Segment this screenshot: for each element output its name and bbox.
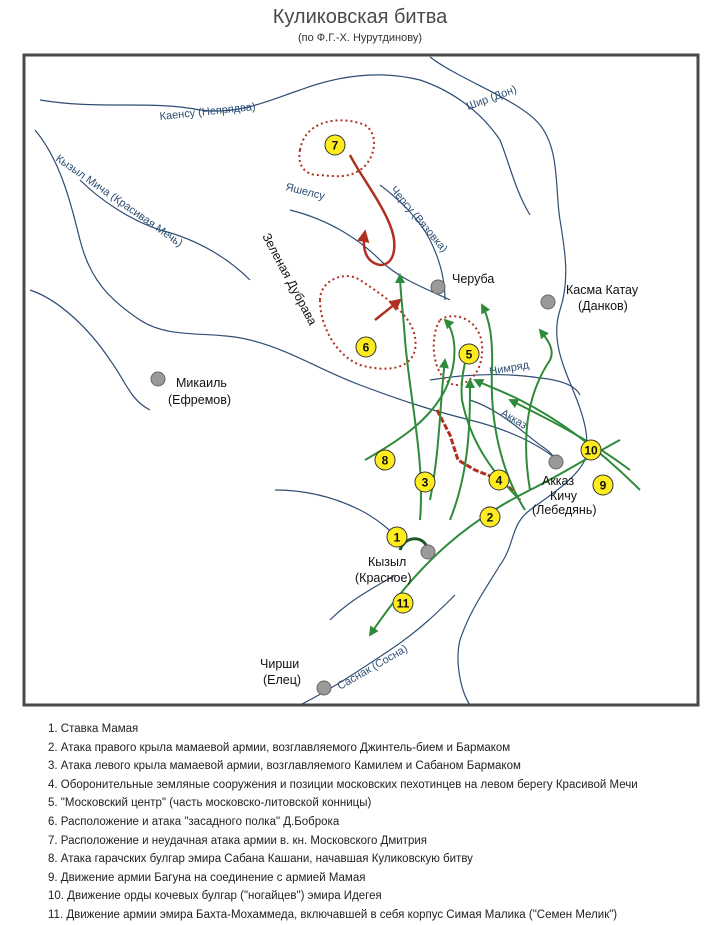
map-subtitle: (по Ф.Г.-Х. Нурутдинову) <box>297 32 422 44</box>
marker-3 <box>415 472 435 492</box>
label-sasnak: Саснак (Сосна) <box>335 642 410 693</box>
marker-4 <box>489 470 509 490</box>
legend-item-2: 2. Атака правого крыла мамаевой армии, возглавляемого Джинтель-бием и Бармаком <box>48 741 511 754</box>
marker-9 <box>593 475 613 495</box>
marker-8 <box>375 450 395 470</box>
city-mikail <box>151 372 165 386</box>
place-kasma-katau-2: (Данков) <box>578 299 628 313</box>
label-chersu: Черсу (Вязовка) <box>387 184 450 255</box>
place-kyzyl-1: Кызыл <box>368 555 407 569</box>
place-zelenaya-dubrava: Зеленая Дубрава <box>259 230 320 328</box>
legend-item-6: 6. Расположение и атака "засадного полка" Д.Боброка <box>48 815 340 828</box>
svg-text:6: 6 <box>362 340 370 355</box>
marker-2 <box>480 507 500 527</box>
place-chirshi-1: Чирши <box>260 657 300 671</box>
svg-text:2: 2 <box>486 510 494 525</box>
label-nimryad: Нимряд <box>488 359 530 378</box>
label-kyzyl-micha: Кызыл Мича (Красивая Мечь) <box>53 152 185 250</box>
city-akkaz-kichu <box>549 455 563 469</box>
map-frame <box>24 55 698 705</box>
svg-text:11: 11 <box>396 596 410 611</box>
label-shir: Шир (Дон) <box>464 83 519 113</box>
arrow-6 <box>375 300 400 320</box>
legend-item-10: 10. Движение орды кочевых булгар ("ногайцев") эмира Идегея <box>48 890 382 903</box>
place-kasma-katau-1: Касма Катау <box>566 283 639 297</box>
place-cheruba: Черуба <box>452 272 495 286</box>
legend-item-4: 4. Оборонительные земляные сооружения и позиции московских пехотинцев на левом берегу Красивой Мечи <box>48 778 638 791</box>
marker-5 <box>459 344 479 364</box>
label-yashelsu: Яшелсу <box>284 181 326 203</box>
svg-text:10: 10 <box>584 443 598 458</box>
red-arrows <box>350 155 400 320</box>
svg-text:3: 3 <box>421 475 429 490</box>
legend-item-7: 7. Расположение и неудачная атака армии в. кн. Московского Дмитрия <box>48 834 427 847</box>
place-akkaz-kichu-2: Кичу <box>550 489 578 503</box>
place-akkaz-kichu-1: Акказ <box>542 474 575 488</box>
label-kaensu: Каенсу (Непрядва) <box>159 100 257 123</box>
legend-item-5: 5. "Московский центр" (часть московско-литовской конницы) <box>48 797 372 810</box>
arrow-3a <box>362 320 454 460</box>
legend-item-8: 8. Атака гарачских булгар эмира Сабана Кашани, начавшая Куликовскую битву <box>48 853 473 866</box>
city-cheruba <box>431 280 445 294</box>
arrow-2a <box>450 380 470 520</box>
city-chirshi <box>317 681 331 695</box>
place-akkaz-kichu-3: (Лебедянь) <box>532 503 597 517</box>
svg-text:7: 7 <box>331 138 339 153</box>
place-mikail-1: Микаиль <box>176 376 227 390</box>
svg-text:5: 5 <box>465 347 473 362</box>
city-kyzyl <box>421 545 435 559</box>
legend-item-1: 1. Ставка Мамая <box>48 723 139 735</box>
numbered-markers <box>325 135 613 613</box>
svg-text:9: 9 <box>599 478 607 493</box>
place-mikail-2: (Ефремов) <box>168 393 232 407</box>
legend-item-11: 11. Движение армии эмира Бахта-Мохаммеда, включавшей в себя корпус Симая Малика ("Семен Мелик") <box>48 908 618 921</box>
place-kyzyl-2: (Красное) <box>355 571 412 585</box>
legend-item-9: 9. Движение армии Багуна на соединение с армией Мамая <box>48 871 366 884</box>
marker-10 <box>581 440 601 460</box>
marker-11 <box>393 593 413 613</box>
place-chirshi-2: (Елец) <box>263 673 302 687</box>
legend <box>48 720 708 925</box>
map-title: Куликовская битва <box>272 6 448 28</box>
svg-text:4: 4 <box>495 473 503 488</box>
river-network <box>30 57 587 705</box>
label-akkaz: Акказ <box>498 407 529 432</box>
city-kasma-katau <box>541 295 555 309</box>
svg-text:1: 1 <box>393 530 401 545</box>
river-shir <box>430 57 587 705</box>
river-akkaz <box>470 400 556 460</box>
legend-item-3: 3. Атака левого крыла мамаевой армии, возглавляемого Камилем и Сабаном Бармаком <box>48 760 521 773</box>
marker-6 <box>356 337 376 357</box>
svg-text:8: 8 <box>381 453 389 468</box>
marker-1 <box>387 527 407 547</box>
marker-7 <box>325 135 345 155</box>
